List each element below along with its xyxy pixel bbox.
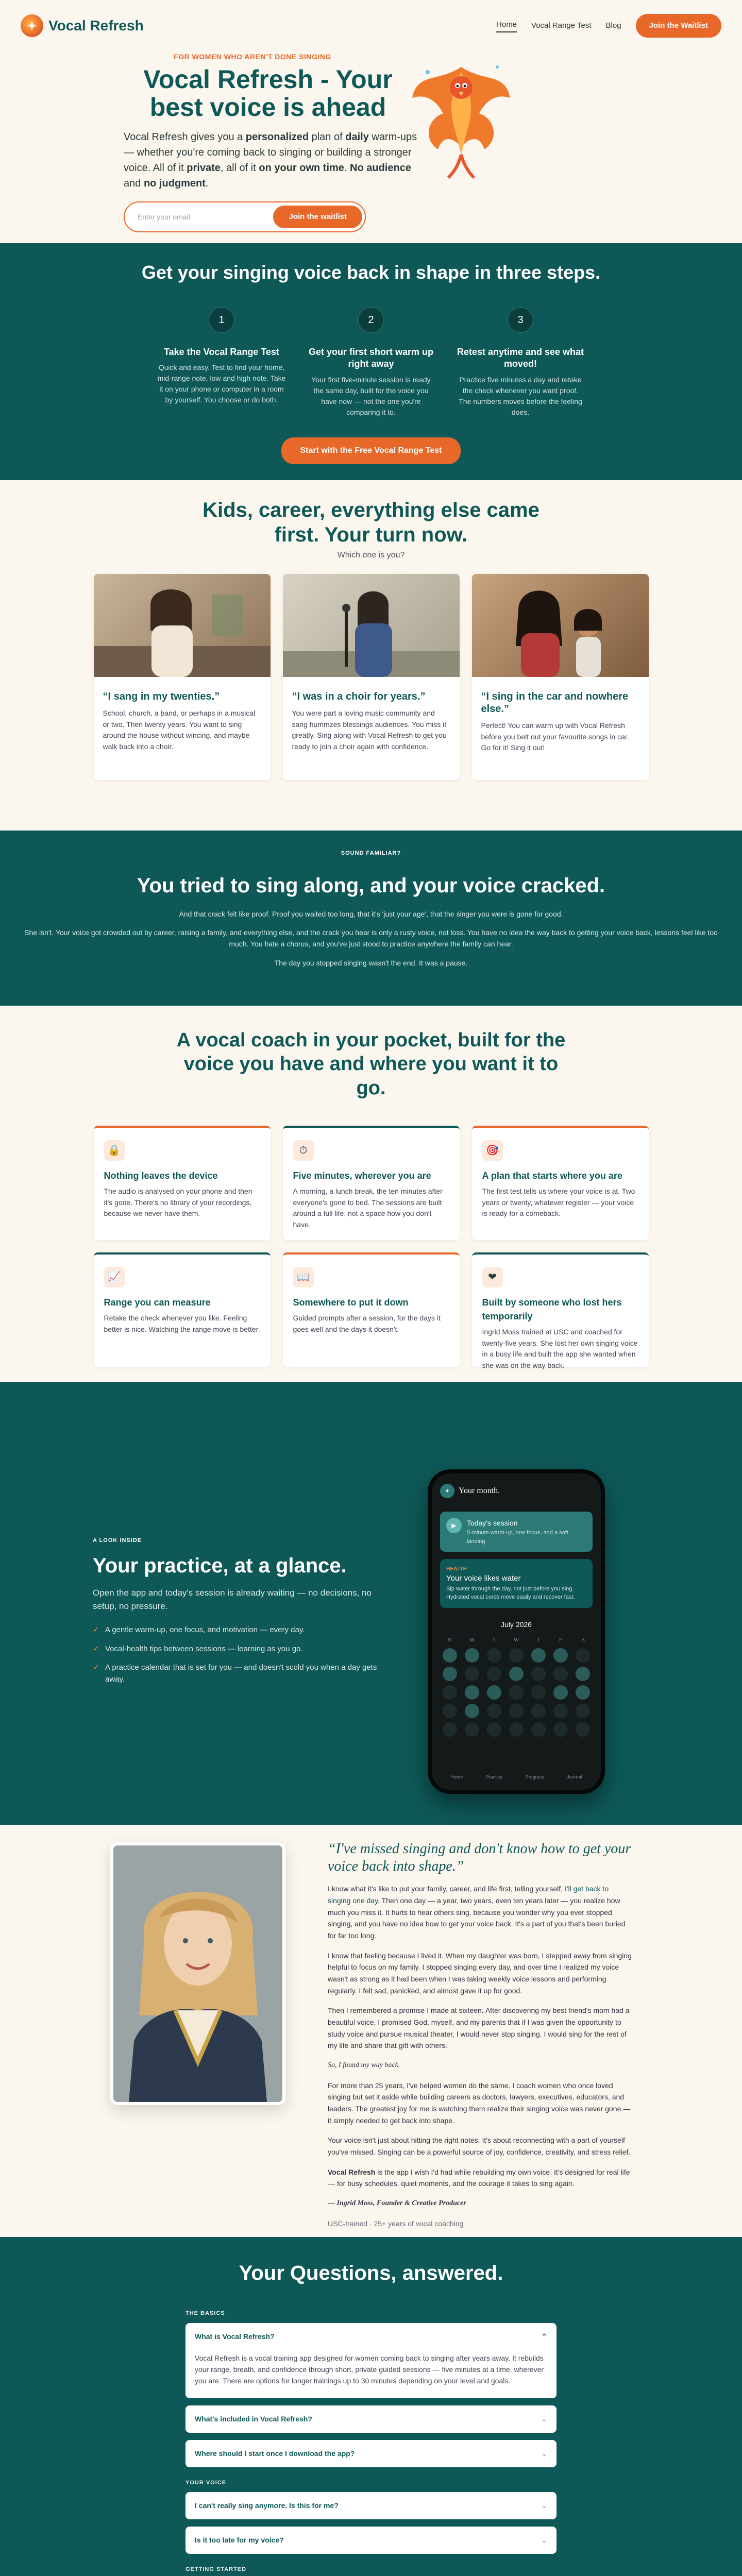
practice-bullet: ✓ A practice calendar that is set for you — and doesn't scold you when a day gets away. [93, 1662, 381, 1685]
hero-join-waitlist-button[interactable]: Join the waitlist [273, 206, 362, 229]
calendar-day[interactable] [531, 1685, 546, 1700]
founder-p2: I know that feeling because I lived it. When my daughter was born, I stepped away from singing helpful to focus on my family. I stopped singing every day, and over time I realized my voice wasn't as strong as it had been when I was taking weekly voice lessons and performing regularly. I felt sad, panicked, and almost gave it up for good. [328, 1951, 632, 1995]
calendar-day[interactable] [531, 1704, 546, 1718]
calendar-day[interactable] [553, 1685, 568, 1700]
audience-card-twenties [94, 574, 271, 780]
phone-mockup [428, 1469, 605, 1794]
calendar-day[interactable] [487, 1722, 501, 1737]
calendar-day[interactable] [531, 1648, 546, 1663]
phone-title: Your month. [459, 1486, 500, 1495]
founder-photo [110, 1842, 285, 2105]
feature-card-journal [283, 1252, 460, 1367]
faq-item[interactable]: What's included in Vocal Refresh? ⌄ [185, 2405, 556, 2433]
hero-eyebrow: FOR WOMEN WHO AREN'T DONE SINGING [174, 53, 331, 61]
practice-bullet: ✓ Vocal-health tips between sessions — learning as you go. [93, 1643, 381, 1655]
calendar-day[interactable] [487, 1685, 501, 1700]
calendar-day[interactable] [553, 1667, 568, 1681]
audience-card-car [472, 574, 649, 780]
feature-text: A morning, a lunch break, the ten minutes after everyone's gone to bed. The sessions are built around a full life, not a space how you don't have. [293, 1187, 443, 1229]
hero-email-input[interactable]: Enter your email [138, 212, 190, 221]
weekday-label: T [492, 1637, 496, 1643]
practice-lead: Open the app and today's session is already waiting — no decisions, no setup, no pressure. [93, 1587, 372, 1611]
app-tab-bar [439, 1774, 594, 1781]
book-icon: 📖 [293, 1267, 314, 1287]
audience-card-title: “I sing in the car and nowhere else.” [481, 691, 629, 715]
calendar-day[interactable] [509, 1704, 524, 1718]
calendar-day[interactable] [487, 1667, 501, 1681]
calendar-day[interactable] [509, 1685, 524, 1700]
calendar-day[interactable] [531, 1722, 546, 1737]
founder-signature: — Ingrid Moss, Founder & Creative Producer [328, 2199, 466, 2207]
nav-blog[interactable]: Blog [605, 21, 621, 30]
feature-title: Somewhere to put it down [293, 1297, 409, 1308]
founder-section [0, 1825, 742, 2237]
calendar-day[interactable] [553, 1722, 568, 1737]
weekday-label: F [559, 1637, 563, 1643]
calendar-day[interactable] [465, 1704, 479, 1718]
weekday-label: M [469, 1637, 474, 1643]
calendar-day[interactable] [465, 1648, 479, 1663]
nav-home[interactable]: Home [496, 19, 517, 33]
brand-name: Vocal Refresh [48, 18, 144, 33]
faq-item[interactable]: Where should I start once I download the app? ⌄ [185, 2440, 556, 2467]
chevron-up-icon: ⌃ [541, 2332, 547, 2341]
faq-category: THE BASICS [185, 2310, 225, 2316]
calendar-day[interactable] [443, 1685, 457, 1700]
calendar-day[interactable] [576, 1667, 590, 1681]
feature-card-five-minutes [283, 1126, 460, 1240]
step-text: Your first five-minute session is ready the same day, built for the voice you have now — not the one you're comparing it to. [311, 375, 431, 416]
chevron-down-icon: ⌄ [541, 2449, 547, 2458]
weekday-label: S [581, 1637, 585, 1643]
calendar-day[interactable] [576, 1685, 590, 1700]
founder-p6: Your voice isn't just about hitting the right notes. It's about reconnecting with a part of yourself you've missed. Singing can be a powerful source of joy, confidence, creativity, and stress relief. [328, 2136, 631, 2156]
calendar-day[interactable] [531, 1667, 546, 1681]
feature-text: The audio is analysed on your phone and then it's gone. There's no library of your recordings, because we never have them. [104, 1187, 252, 1218]
faq-section [0, 2237, 742, 2576]
feature-title: Built by someone who lost hers temporarily [482, 1297, 622, 1322]
calendar-day[interactable] [487, 1648, 501, 1663]
practice-title: Your practice, at a glance. [93, 1554, 347, 1577]
calendar-day[interactable] [553, 1648, 568, 1663]
faq-item[interactable]: Is it too late for my voice? ⌄ [185, 2527, 556, 2554]
step-number: 2 [358, 307, 384, 333]
hero-section [0, 52, 742, 243]
practice-tag: A LOOK INSIDE [93, 1537, 142, 1544]
heart-icon: ❤ [482, 1267, 503, 1287]
calendar-day[interactable] [509, 1648, 524, 1663]
founder-p1: I know what it's like to put your family, career, and life first, telling yourself, I'll get back to singing one day. Then one day — a year, two years, even ten years later — you realize how much you miss it. It hurts to hear others sing, because you wonder why you ever stopped singing, and you have no idea how to get your voice back. It's a part of you that's been buried for far too long. [328, 1885, 626, 1940]
calendar-day[interactable] [465, 1667, 479, 1681]
step-3 [456, 307, 585, 418]
phoenix-logo-icon: ✦ [21, 14, 43, 37]
health-tip-card [440, 1559, 593, 1608]
feature-text: The first test tells us where your voice is at. Two years or twenty, whatever register — your voice is ready for a comeback. [482, 1187, 635, 1218]
familiar-title: You tried to sing along, and your voice cracked. [137, 874, 605, 897]
steps-section [0, 243, 742, 480]
feature-card-founder [472, 1252, 649, 1370]
steps-title: Get your singing voice back in shape in three steps. [141, 262, 601, 283]
calendar-day[interactable] [443, 1722, 457, 1737]
feature-title: Five minutes, wherever you are [293, 1171, 431, 1181]
chart-icon: 📈 [104, 1267, 125, 1287]
main-nav [496, 14, 721, 38]
audience-card-text: Perfect! You can warm up with Vocal Refresh before you belt out your favourite songs in car. Go for it! Sing it out! [481, 721, 629, 752]
faq-item-open[interactable] [185, 2323, 556, 2398]
founder-p4: So, I found my way back. [328, 2061, 400, 2069]
calendar-day[interactable] [443, 1667, 457, 1681]
calendar-day[interactable] [576, 1648, 590, 1663]
practice-bullet: ✓ A gentle warm-up, one focus, and motivation — every day. [93, 1624, 381, 1636]
nav-vocal-range-test[interactable]: Vocal Range Test [531, 21, 592, 30]
practice-bullets [93, 1624, 381, 1685]
session-title: Today's session [467, 1519, 518, 1527]
calendar-day[interactable] [509, 1667, 524, 1681]
tab-home[interactable]: Home [450, 1774, 463, 1780]
calendar-day[interactable] [465, 1722, 479, 1737]
todays-session-card[interactable] [440, 1512, 593, 1552]
step-1 [157, 307, 286, 418]
calendar-day[interactable] [487, 1704, 501, 1718]
faq-question: What is Vocal Refresh? [195, 2332, 275, 2341]
practice-calendar [440, 1619, 593, 1737]
feature-title: Range you can measure [104, 1297, 211, 1308]
phoenix-mascot-illustration [407, 52, 515, 180]
founder-p5: For more than 25 years, I've helped women do the same. I coach women who once loved singing but set it aside while building careers as doctors, lawyers, executives, educators, and leaders. The greatest joy for me is watching them realize their singing voice was never gone — it simply needed to get back into shape. [328, 2081, 631, 2125]
hero-waitlist-form [124, 201, 366, 232]
play-icon: ▶ [446, 1518, 462, 1533]
familiar-p1: And that crack felt like proof. Proof you waited too long, that it's 'just your age', that the singer you were is gone for good. [179, 909, 563, 918]
faq-title: Your Questions, answered. [239, 2262, 503, 2284]
tab-progress[interactable]: Progress [525, 1774, 544, 1780]
faq-answer: Vocal Refresh is a vocal training app designed for women coming back to singing after years away. It rebuilds your range, breath, and confidence through short, private guided sessions — five minutes at a time, wherever you are. There are options for longer trainings up to 30 minutes depending on your level and goals. [195, 2353, 544, 2385]
step-title: Get your first short warm up right away [308, 347, 434, 369]
audience-subtitle: Which one is you? [337, 551, 405, 560]
founder-p3: Then I remembered a promise I made at sixteen. After discovering my best friend's mom had a beautiful voice, I promised God, myself, and my parents that if I was given the opportunity to study voice and pursue musical theater, I would never stop singing. I would sing for the rest of my life and share that gift with others. [328, 2006, 630, 2050]
chevron-down-icon: ⌄ [541, 2501, 547, 2510]
step-text: Quick and easy. Test to find your home, mid-range note, low and high note. Take it on your phone or computer in a room by yourself. You choose or do both. [157, 363, 286, 404]
faq-category: YOUR VOICE [185, 2479, 227, 2486]
faq-item[interactable]: I can't really sing anymore. Is this for me? ⌄ [185, 2492, 556, 2519]
features-title: A vocal coach in your pocket, built for the voice you have and where you want it to go. [176, 1029, 566, 1099]
singing-with-child-photo [472, 574, 649, 677]
step-title: Retest anytime and see what moved! [457, 347, 584, 369]
hero-title: Vocal Refresh - Your best voice is ahead [143, 65, 393, 122]
chevron-down-icon: ⌄ [541, 2536, 547, 2545]
step-title: Take the Vocal Range Test [163, 347, 280, 357]
audience-card-choir [283, 574, 460, 780]
founder-quote: “I've missed singing and don't know how to get your voice back into shape.” [328, 1841, 631, 1874]
familiar-p3: The day you stopped singing wasn't the end. It was a pause. [274, 958, 468, 967]
calendar-day[interactable] [443, 1648, 457, 1663]
step-text: Practice five minutes a day and retake the check whenever you want proof. The numbers moves before the feeling does. [459, 375, 582, 416]
join-waitlist-button[interactable]: Join the Waitlist [636, 14, 721, 38]
tip-title: Your voice likes water [446, 1574, 521, 1583]
logo[interactable] [21, 14, 144, 37]
feature-card-range [94, 1252, 271, 1367]
feature-text: Retake the check whenever you like. Feeling better is nice. Watching the range move is better. [104, 1314, 260, 1333]
hero-description: Vocal Refresh gives you a personalized plan of daily warm-ups — whether you're coming back to singing or building a stronger voice. All of it private, all of it on your own time. No audience and no judgment. [124, 131, 417, 189]
calendar-day[interactable] [443, 1704, 457, 1718]
familiar-p2: She isn't. Your voice got crowded out by career, raising a family, and everything else, and the crack you hear is only a rusty voice, not loss. You have no idea the way back to getting your voice back, lessons feel like too much. You hate a chorus, and you've just stood to practice anywhere the family can hear. [24, 928, 718, 948]
calendar-day[interactable] [553, 1704, 568, 1718]
weekday-label: T [537, 1637, 541, 1643]
tab-journal[interactable]: Journal [567, 1774, 582, 1780]
calendar-grid [440, 1636, 593, 1737]
target-icon: 🎯 [482, 1140, 503, 1161]
lock-icon: 🔒 [104, 1140, 125, 1161]
faq-category: GETTING STARTED [185, 2566, 247, 2573]
feature-card-private [94, 1126, 271, 1240]
calendar-day[interactable] [576, 1722, 590, 1737]
audience-card-text: School, church, a band, or perhaps in a musical or two. Then twenty years. You want to sing around the house without wincing, and maybe walk back into a choir. [103, 709, 256, 751]
site-header [21, 0, 721, 52]
singing-with-mic-photo [283, 574, 460, 677]
feature-text: Ingrid Moss trained at USC and coached for twenty-five years. She lost her own singing voice in a busy life and built the app she wanted when she was on the way back. [482, 1328, 638, 1370]
chevron-down-icon: ⌄ [541, 2414, 547, 2423]
session-text: 5-minute warm-up, one focus, and a soft landing [467, 1530, 568, 1545]
calendar-day[interactable] [465, 1685, 479, 1700]
audience-card-title: “I sang in my twenties.” [103, 691, 220, 702]
app-logo-icon: ✦ [440, 1484, 454, 1498]
practice-section [0, 1382, 742, 1825]
audience-card-title: “I was in a choir for years.” [292, 691, 426, 702]
tip-tag: HEALTH [446, 1566, 467, 1572]
free-range-test-button[interactable]: Start with the Free Vocal Range Test [281, 437, 460, 464]
sound-familiar-section [0, 831, 742, 1006]
weekday-label: W [514, 1637, 519, 1643]
feature-text: Guided prompts after a session, for the days it goes well and the days it doesn't. [293, 1314, 441, 1333]
step-2 [307, 307, 435, 418]
audience-title: Kids, career, everything else came first. Your turn now. [203, 499, 539, 546]
feature-title: Nothing leaves the device [104, 1171, 218, 1181]
weekday-label: S [448, 1637, 451, 1643]
audience-section [0, 480, 742, 831]
singing-at-home-photo [94, 574, 271, 677]
features-section [0, 1006, 742, 1382]
calendar-day[interactable] [509, 1722, 524, 1737]
familiar-tag: SOUND FAMILIAR? [341, 850, 401, 856]
tip-text: Sip water through the day, not just before you sing. Hydrated vocal cords move easily and recover fast. [446, 1585, 575, 1600]
tab-practice[interactable]: Practice [485, 1774, 503, 1780]
calendar-month: July 2026 [501, 1620, 532, 1629]
founder-p7: Vocal Refresh is the app I wish I'd had while rebuilding my own voice. It's designed for real life — for busy schedules, quiet moments, and the courage it takes to sing again. [328, 2167, 630, 2188]
calendar-day[interactable] [576, 1704, 590, 1718]
step-number: 3 [508, 307, 533, 333]
step-number: 1 [209, 307, 234, 333]
audience-card-text: You were part a loving music community and sang hummzes blessings audiences. You miss it greatly. Sing along with Vocal Refresh to get you ready to join a choir again with confidence. [292, 709, 447, 751]
feature-title: A plan that starts where you are [482, 1171, 622, 1181]
founder-credentials: USC-trained · 25+ years of vocal coaching [328, 2219, 464, 2228]
feature-card-plan [472, 1126, 649, 1240]
clock-icon: ⏱ [293, 1140, 314, 1161]
